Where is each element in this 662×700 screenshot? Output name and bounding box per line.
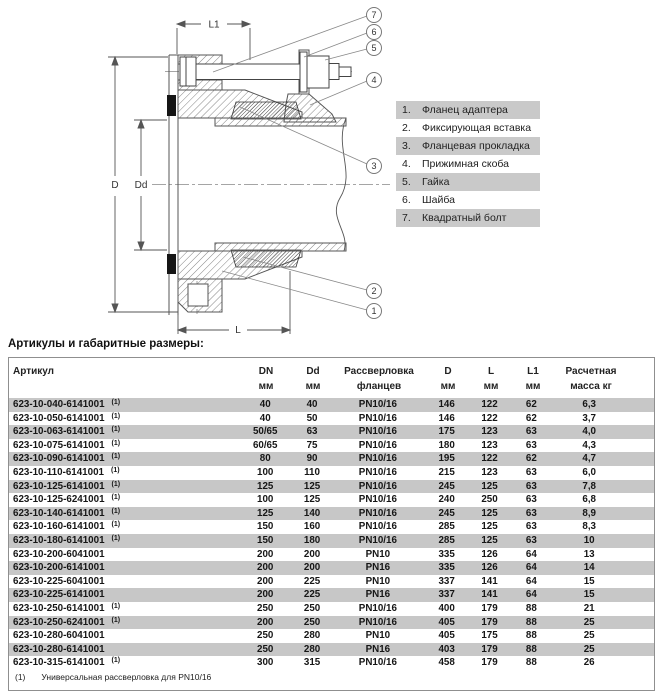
table-header bbox=[9, 358, 654, 398]
table-row: 623-10-250-6241001 $^{(1)}$ 200 250 PN10/16 405 179 88 25 bbox=[9, 616, 654, 630]
callout-1 bbox=[367, 304, 382, 319]
callout-6 bbox=[367, 25, 382, 40]
footnote-marker: (1) bbox=[15, 672, 26, 682]
table-row: 623-10-125-6141001 $^{(1)}$ 125 125 PN10/16 245 125 63 7,8 bbox=[9, 480, 654, 494]
technical-drawing bbox=[0, 0, 394, 345]
callout-3 bbox=[367, 159, 382, 174]
table-row: 623-10-063-6141001 $^{(1)}$ 50/65 63 PN10/16 175 123 63 4,0 bbox=[9, 425, 654, 439]
table-row: 623-10-250-6141001 $^{(1)}$ 250 250 PN10/16 400 179 88 21 bbox=[13, 602, 595, 614]
legend-item: 5. Гайка bbox=[396, 173, 540, 191]
footnote-text: Универсальная рассверловка для PN10/16 bbox=[41, 672, 212, 682]
parts-legend bbox=[396, 101, 540, 227]
legend-item: 7. Квадратный болт bbox=[396, 209, 540, 227]
fixing-insert bbox=[231, 250, 301, 267]
table-row: 623-10-280-6141001 250 280 PN16 403 179 88 25 bbox=[9, 643, 654, 657]
table-row: 623-10-075-6141001 $^{(1)}$ 60/65 75 PN10/16 180 123 63 4,3 bbox=[13, 439, 596, 451]
column-header: Артикул bbox=[13, 366, 55, 377]
table-row: 623-10-040-6141001 $^{(1)}$ 40 40 PN10/16 146 122 62 6,3 bbox=[9, 398, 654, 412]
table-row: 623-10-140-6141001 $^{(1)}$ 125 140 PN10/16 245 125 63 8,9 bbox=[9, 507, 654, 521]
table-body bbox=[9, 398, 654, 670]
table-title: Артикулы и габаритные размеры: bbox=[8, 338, 204, 350]
callout-7 bbox=[367, 8, 382, 23]
table-row: 623-10-280-6041001 250 280 PN10 405 175 88 25 bbox=[13, 630, 595, 642]
legend-item: 1. Фланец адаптера bbox=[396, 101, 540, 119]
table-row: 623-10-180-6141001 $^{(1)}$ 150 180 PN10/16 285 125 63 10 bbox=[9, 534, 654, 548]
svg-text:1: 1 bbox=[371, 306, 377, 317]
callout-2 bbox=[367, 284, 382, 299]
dim-label-dd: Dd bbox=[134, 180, 148, 191]
dimensions-table bbox=[8, 357, 655, 691]
svg-text:3: 3 bbox=[371, 161, 377, 172]
column-header: DN мм bbox=[258, 366, 274, 392]
callout-5 bbox=[367, 41, 382, 56]
legend-item: 4. Прижимная скоба bbox=[402, 158, 510, 170]
washer bbox=[300, 52, 307, 92]
column-header: Dd мм bbox=[305, 366, 321, 392]
nut bbox=[307, 56, 351, 88]
table-footnote bbox=[15, 672, 211, 682]
table-row: 623-10-160-6141001 $^{(1)}$ 150 160 PN10/16 285 125 63 8,3 bbox=[13, 521, 596, 533]
legend-item: 2. Фиксирующая вставка bbox=[402, 122, 532, 134]
table-row: 623-10-200-6141001 200 200 PN16 335 126 64 14 bbox=[9, 561, 654, 575]
column-header: L мм bbox=[483, 366, 499, 392]
dim-label-d: D bbox=[111, 180, 119, 191]
table-row: 623-10-050-6141001 $^{(1)}$ 40 50 PN10/16 146 122 62 3,7 bbox=[13, 412, 596, 424]
table-row: 623-10-110-6141001 $^{(1)}$ 100 110 PN10/16 215 123 63 6,0 bbox=[13, 466, 596, 478]
svg-text:7: 7 bbox=[371, 10, 377, 21]
dim-label-l: L bbox=[235, 325, 241, 336]
column-header: D мм bbox=[440, 366, 456, 392]
column-header: Рассверловка фланцев bbox=[344, 366, 414, 392]
legend-item: 3. Фланцевая прокладка bbox=[396, 137, 540, 155]
dim-label-l1: L1 bbox=[208, 19, 220, 31]
svg-text:2: 2 bbox=[371, 286, 377, 297]
svg-text:5: 5 bbox=[371, 43, 377, 54]
column-header: Расчетная масса кг bbox=[565, 366, 617, 392]
table-row: 623-10-225-6141001 200 225 PN16 337 141 64 15 bbox=[9, 588, 654, 602]
table-row: 623-10-315-6141001 $^{(1)}$ 300 315 PN10/16 458 179 88 26 bbox=[13, 657, 595, 669]
table-row: 623-10-125-6241001 $^{(1)}$ 100 125 PN10/16 240 250 63 6,8 bbox=[13, 494, 596, 506]
svg-text:6: 6 bbox=[371, 27, 377, 38]
table-row: 623-10-200-6041001 200 200 PN10 335 126 64 13 bbox=[13, 548, 595, 560]
column-header: L1 мм bbox=[525, 366, 541, 392]
flange-adapter-section bbox=[169, 55, 302, 315]
callout-4 bbox=[367, 73, 382, 88]
flange-gasket bbox=[231, 102, 301, 119]
table-row: 623-10-090-6141001 $^{(1)}$ 80 90 PN10/16 195 122 62 4,7 bbox=[9, 452, 654, 466]
legend-item: 6. Шайба bbox=[402, 194, 455, 206]
table-row: 623-10-225-6041001 200 225 PN10 337 141 64 15 bbox=[13, 575, 595, 587]
svg-text:4: 4 bbox=[371, 75, 377, 86]
